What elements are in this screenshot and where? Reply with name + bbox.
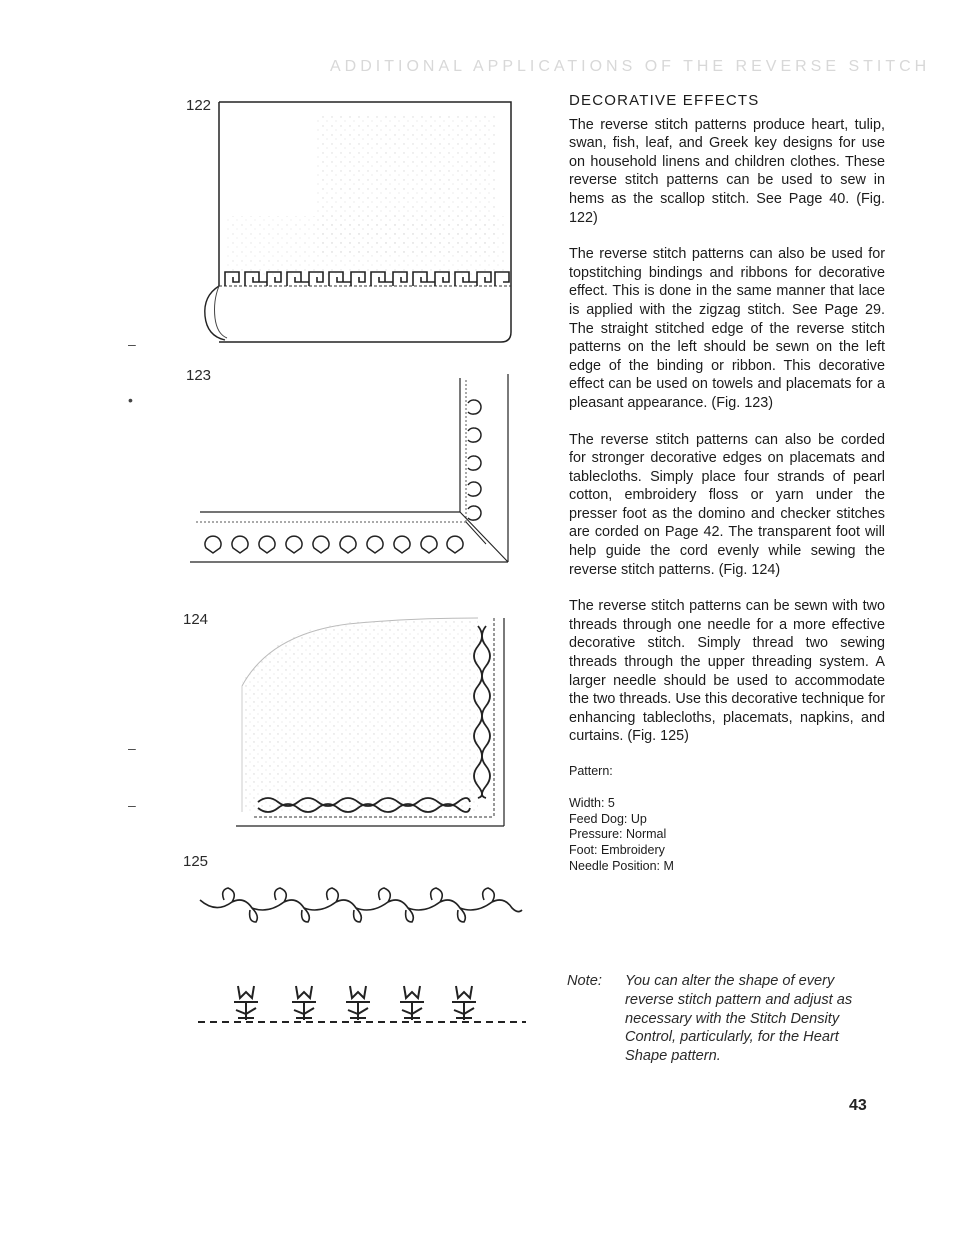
section-title: DECORATIVE EFFECTS — [569, 92, 760, 109]
figure-123-number: 123 — [186, 367, 212, 384]
figure-122-number: 122 — [186, 97, 212, 114]
setting-feed-dog: Feed Dog: Up — [569, 811, 647, 826]
margin-mark: – — [128, 740, 136, 756]
figure-124-corded-edge — [228, 612, 508, 832]
paragraph-fig-125: The reverse stitch patterns can be sewn with two threads through one needle for a more effective decorative stitch. Simply thread two sewing threads through the upper threading system. A larger needle should be used to accommodate the two threads. Use this decorative technique for enhancing tablecloths, placemats, napkins, and curtains. (Fig. 125) — [569, 598, 885, 745]
setting-needle-position: Needle Position: M — [569, 858, 674, 873]
paragraph-fig-122: The reverse stitch patterns produce heart, tulip, swan, fish, leaf, and Greek key designs for use on household linens and children clothes. These reverse stitch patterns can be used to sew in hems as the scallop stitch. See Page 40. (Fig. 122) — [569, 116, 885, 226]
figure-123-heart-binding — [186, 372, 512, 566]
figure-122-greek-key-hem — [195, 96, 517, 346]
page-number: 43 — [849, 1097, 867, 1114]
running-header: ADDITIONAL APPLICATIONS OF THE REVERSE STITCH — [330, 58, 931, 75]
paragraph-fig-123: The reverse stitch patterns can also be used for topstitching bindings and ribbons for decorative effect. This is done in the same manner that lace is applied with the zigzag stitch. See Page 29. The straight stitched edge of the reverse stitch patterns on the left should be sewn on the left edge of the binding or ribbon. This decorative effect can be used on towels and placemats for a pleasant appearance. (Fig. 123) — [569, 246, 885, 411]
note-text: You can alter the shape of every reverse stitch pattern and adjust as necessary with the Stitch Density Control, particularly, for the Heart Shape pattern. — [625, 973, 853, 1065]
setting-foot: Foot: Embroidery — [569, 843, 665, 858]
setting-width: Width: 5 — [569, 795, 615, 810]
note-label: Note: — [567, 973, 602, 989]
margin-mark: – — [128, 797, 136, 813]
setting-pressure: Pressure: Normal — [569, 827, 667, 842]
margin-mark: – — [128, 336, 136, 352]
setting-pattern: Pattern: — [569, 764, 613, 778]
paragraph-fig-124: The reverse stitch patterns can also be corded for stronger decorative edges on placemats and tablecloths. Simply place four strands of pearl cotton, embroidery floss or yarn under the presser foot as the domino and checker stitches are corded on Page 42. The transparent foot will help guide the cord evenly while sewing the reverse stitch patterns. (Fig. 124) — [569, 431, 885, 578]
figure-124-number: 124 — [183, 611, 209, 628]
figure-125-number: 125 — [183, 853, 209, 870]
figure-125-two-thread-stitches — [196, 880, 536, 1040]
margin-mark: • — [128, 392, 133, 408]
decorative-effects-section — [569, 92, 885, 875]
